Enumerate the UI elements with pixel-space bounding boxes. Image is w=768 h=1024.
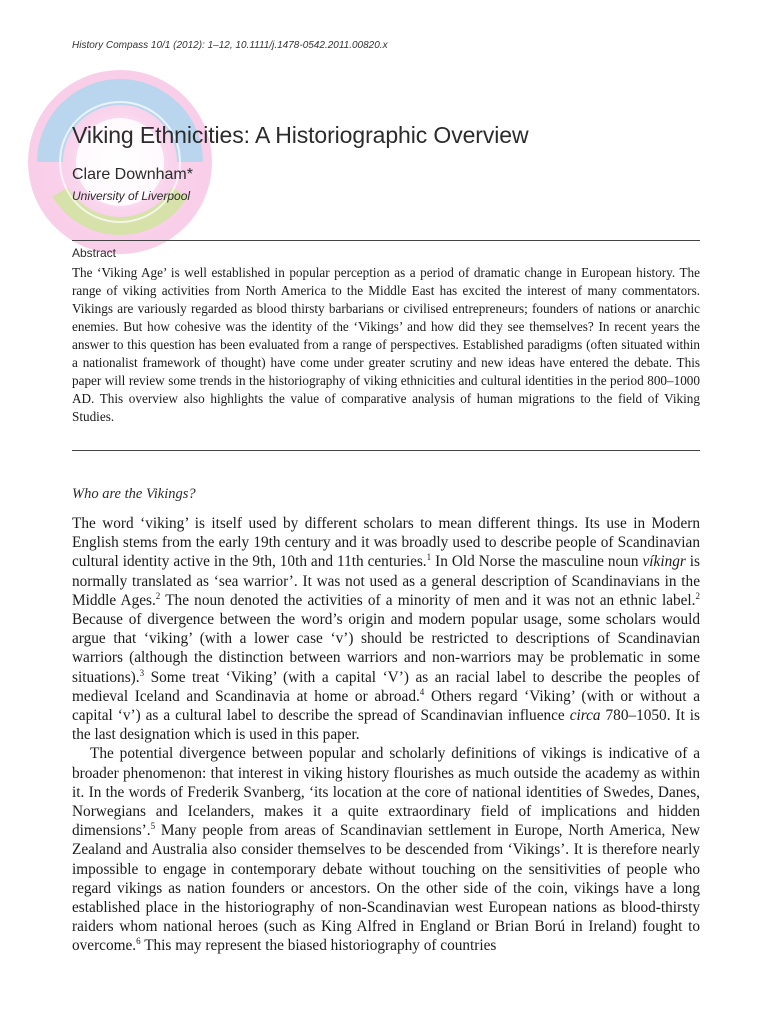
abstract-top-rule bbox=[72, 240, 700, 241]
author-name: Clare Downham* bbox=[72, 166, 193, 183]
footnote-ref: 2 bbox=[695, 590, 700, 601]
body-text bbox=[72, 514, 700, 956]
footnote-ref: 3 bbox=[139, 667, 145, 678]
abstract-bottom-rule bbox=[72, 450, 700, 451]
footnote-ref: 6 bbox=[136, 936, 141, 947]
footnote-ref: 4 bbox=[419, 686, 425, 697]
author-affiliation: University of Liverpool bbox=[72, 189, 191, 203]
norse-term: víkingr bbox=[642, 553, 686, 571]
library-stamp-watermark bbox=[20, 62, 220, 262]
footnote-ref: 1 bbox=[426, 552, 432, 563]
footnote-ref: 5 bbox=[150, 821, 156, 832]
paragraph-2: The potential divergence between popular and scholarly definitions of vikings is indicative of a broader phenomenon: that interest in viking history flourishes as much outside the academy as within it. In the words of Frederik Svanberg, ‘its location at the core of national identities of Swedes, Danes, Norwegians and Icelanders, makes it a quite extraordinary field of implications and hidden dimensions’.$^5$ Many people from areas of Scandinavian settlement in Europe, North America, New Zealand and Australia also consider themselves to be descended from ‘Vikings’. It is therefore nearly impossible to engage in contemporary debate without touching on the sensitivities of people who regard vikings as nation founders or ancestors. On the other side of the coin, vikings have a long established place in the historiography of non-Scandinavian west European nations as blood-thirsty raiders whom national heroes (such as King Alfred in England or Brian Ború in Ireland) fought to overcome.$^6$ This may represent the biased historiography of countries bbox=[72, 745, 700, 955]
article-title: Viking Ethnicities: A Historiographic Overview bbox=[72, 122, 529, 148]
section-heading: Who are the Vikings? bbox=[72, 486, 196, 502]
footnote-ref: 2 bbox=[155, 590, 161, 601]
journal-reference: History Compass 10/1 (2012): 1–12, 10.1111/j.1478-0542.2011.00820.x bbox=[72, 40, 388, 51]
paragraph-1: The word ‘viking’ is itself used by different scholars to mean different things. Its use in Modern English stems from the early 19th century and it was broadly used to describe people of Scandinavian cultural identity active in the 9th, 10th and 11th centuries.$^1$ In Old Norse the masculine noun víkingr is normally translated as ‘sea warrior’. It was not used as a general description of Scandinavians in the Middle Ages.$^2$ The noun denoted the activities of a minority of men and it was not an ethnic label.$^2$ Because of divergence between the word’s origin and modern popular usage, some scholars would argue that ‘viking’ (with a lower case ‘v’) should be restricted to descriptions of Scandinavian warriors (although the distinction between warriors and non-warriors may be problematic in some situations).$^3$ Some treat ‘Viking’ (with a capital ‘V’) as an racial label to describe the peoples of medieval Iceland and Scandinavia at home or abroad.$^4$ Others regard ‘Viking’ (with or without a capital ‘v’) as a cultural label to describe the spread of Scandinavian influence circa 780–1050. It is the last designation which is used in this paper. bbox=[72, 515, 701, 744]
latin-term: circa bbox=[569, 707, 601, 725]
abstract-text: The ‘Viking Age’ is well established in popular perception as a period of dramatic change in European history. The range of viking activities from North America to the Middle East has excited the interest of many commentators. Vikings are variously regarded as blood thirsty barbarians or civilised entrepreneurs; founders of nations or anarchic enemies. But how cohesive was the identity of the ‘Vikings’ and how did they see themselves? In recent years the answer to this question has been evaluated from a range of perspectives. Established paradigms (often situated within a nationalist framework of thought) have come under greater scrutiny and new ideas have entered the debate. This paper will review some trends in the historiography of viking ethnicities and cultural identities in the period 800–1000 AD. This overview also highlights the value of comparative analysis of human migrations to the field of Viking Studies. bbox=[72, 265, 700, 424]
abstract-heading: Abstract bbox=[72, 246, 117, 260]
